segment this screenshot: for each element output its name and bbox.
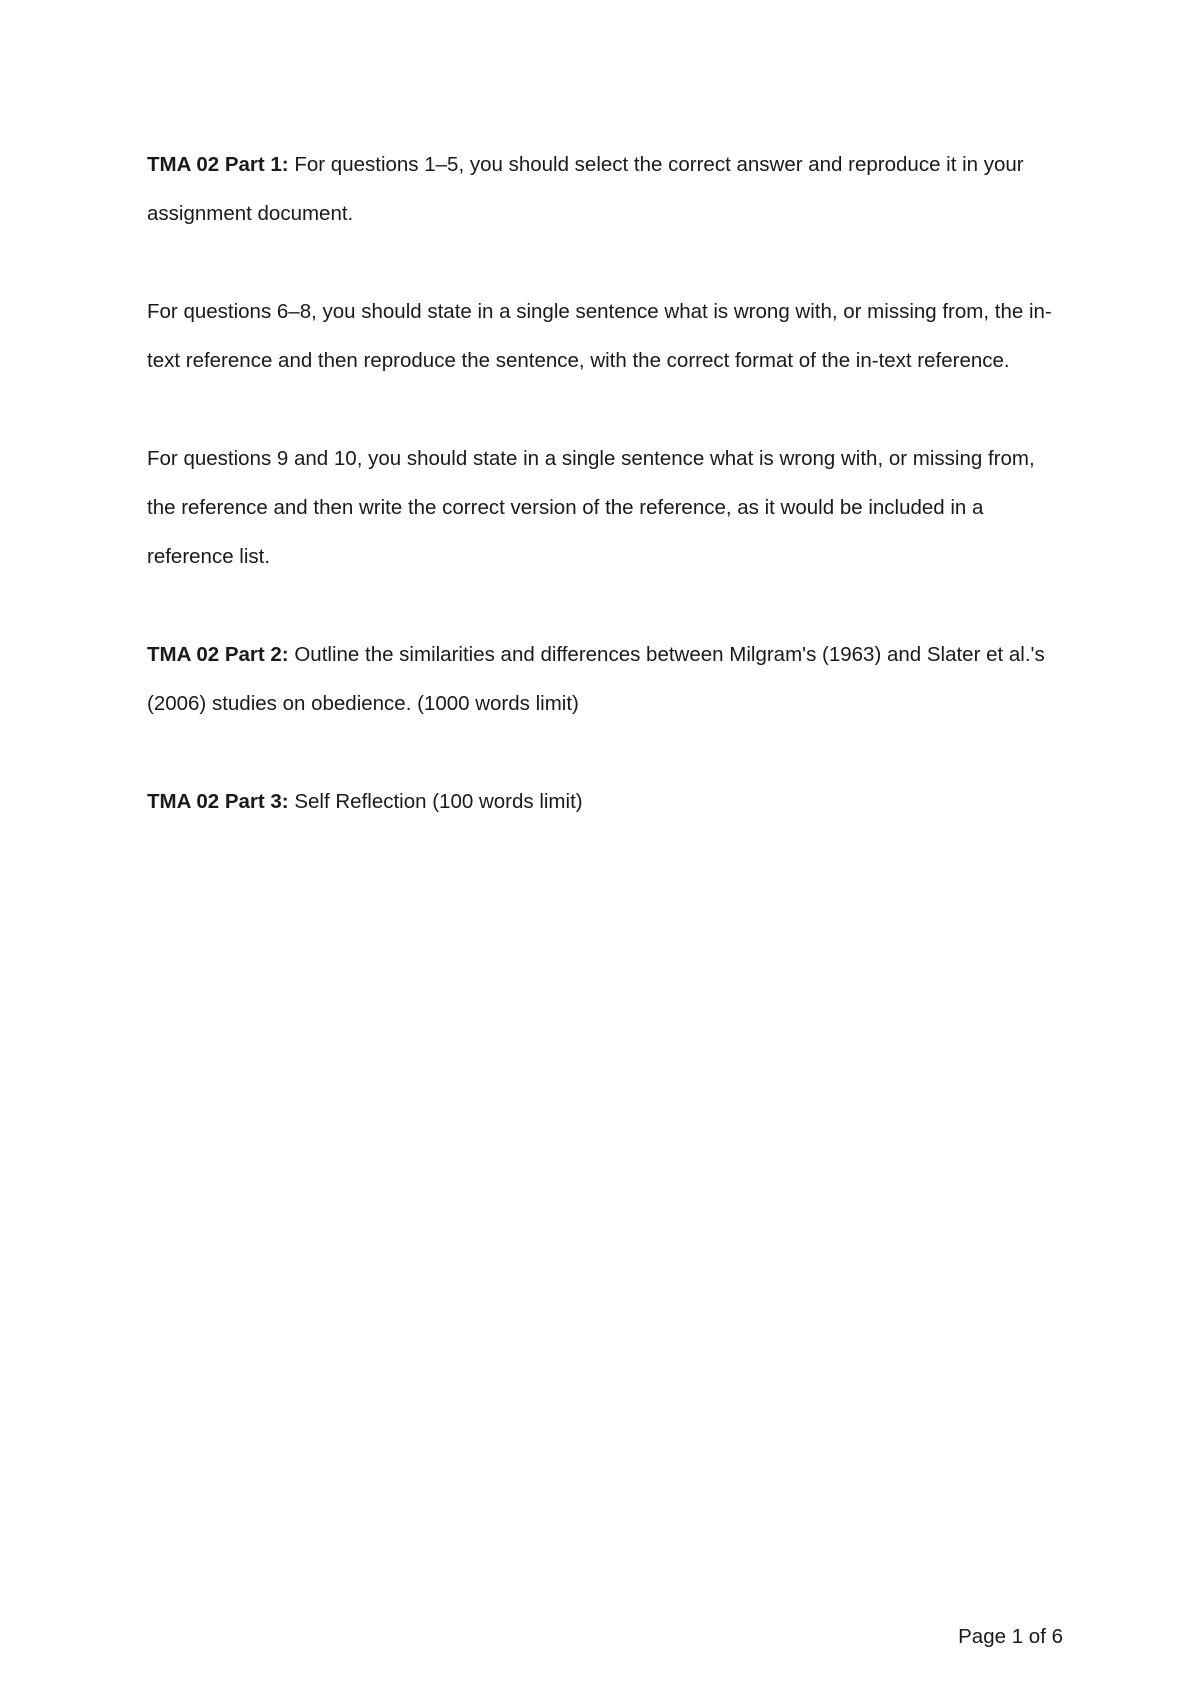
part3-instructions	[147, 777, 1067, 826]
part3-text: Self Reflection (100 words limit)	[294, 790, 583, 813]
questions-9-10-instructions	[147, 434, 1067, 581]
part2-text: Outline the similarities and differences between Milgram's (1963) and Slater et al.'s (2006) studies on obedience. (1000 words limit)	[147, 643, 1045, 715]
document-body	[147, 140, 1067, 875]
part2-label: TMA 02 Part 2:	[147, 643, 289, 666]
questions-6-8-instructions	[147, 287, 1067, 385]
part3-label: TMA 02 Part 3:	[147, 790, 289, 813]
part1-text: For questions 1–5, you should select the correct answer and reproduce it in your assignment document.	[147, 153, 1024, 225]
questions-9-10-text: For questions 9 and 10, you should state in a single sentence what is wrong with, or missing from, the reference and then write the correct version of the reference, as it would be included in a reference list.	[147, 447, 1035, 568]
page-number: Page 1 of 6	[958, 1625, 1063, 1648]
questions-6-8-text: For questions 6–8, you should state in a single sentence what is wrong with, or missing from, the in-text reference and then reproduce the sentence, with the correct format of the in-text reference.	[147, 300, 1052, 372]
part1-label: TMA 02 Part 1:	[147, 153, 289, 176]
part1-instructions	[147, 140, 1067, 238]
part2-instructions	[147, 630, 1067, 728]
